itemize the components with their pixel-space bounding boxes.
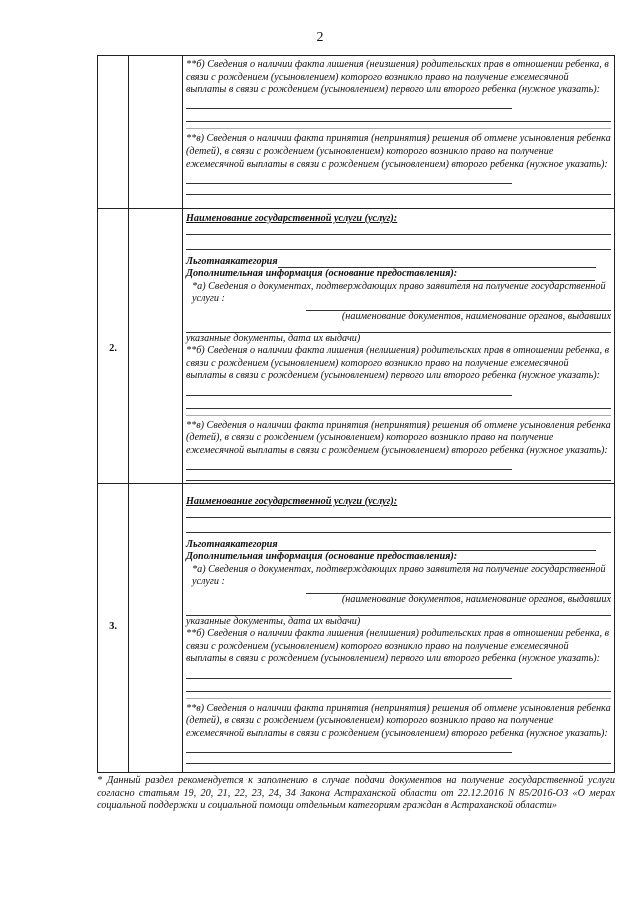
row2-service-field[interactable] xyxy=(186,226,611,235)
row2-additional-info: Дополнительная информация (основание предоставления): xyxy=(186,268,458,280)
row3-service-field[interactable] xyxy=(186,509,611,518)
row2-benefit-category: Льготнаякатегория xyxy=(186,255,278,267)
row3-a-field-2[interactable] xyxy=(186,607,611,616)
row3-b-field[interactable] xyxy=(186,667,512,679)
page-number: 2 xyxy=(316,30,324,45)
row3-service-field-2[interactable] xyxy=(186,518,611,533)
row3-content xyxy=(186,496,611,770)
row2-item-b xyxy=(186,345,611,408)
row3-item-v xyxy=(186,703,611,764)
row3-a-text: *а) Сведения о документах, подтверждающих право заявителя на получение государственной услуги : xyxy=(192,563,606,588)
row2-b-field-line[interactable] xyxy=(186,396,611,409)
row3-v-field[interactable] xyxy=(186,741,512,753)
footnote: * Данный раздел рекомендуется к заполнению в случае подачи документов на получение государственной услуги согласно статьям 19, 20, 21, 22, 23, 24, 34 Закона Астраханской области от 22.12.2016 N 85/2016-ОЗ «О мерах социальной поддержки и социальной помощи отдельным категориям граждан в Астраханской области» xyxy=(97,775,615,812)
row1-b-text: **б) Сведения о наличии факта лишения (неизшения) родительских прав в отношении ребенка, в связи с рождением (усыновлением) которого возникло право на получение ежемесячной выплаты в связи с рождением (усыновлением) первого или второго ребенка (нужное указать): xyxy=(186,59,609,96)
row3-benefit-field[interactable] xyxy=(278,539,596,551)
row3-benefit-category: Льготнаякатегория xyxy=(186,538,278,550)
row2-content xyxy=(186,213,611,487)
column-divider-1 xyxy=(128,56,129,772)
row3-v-field-line[interactable] xyxy=(186,753,611,764)
row2-a-text: *а) Сведения о документах, подтверждающих право заявителя на получение государственной услуги : xyxy=(192,280,606,305)
row2-service-title: Наименование государственной услуги (услуг): xyxy=(186,213,398,224)
row3-a-caption-2: указанные документы, дата их выдачи) xyxy=(186,615,361,627)
row3-service-title: Наименование государственной услуги (услуг): xyxy=(186,496,398,507)
row1-item-v xyxy=(186,133,611,194)
row3-a-caption: (наименование документов, наименование органов, выдавших xyxy=(341,593,611,605)
row2-v-field[interactable] xyxy=(186,458,512,470)
row2-benefit-field[interactable] xyxy=(278,256,596,268)
row2-v-field-line[interactable] xyxy=(186,470,611,481)
row2-b-text: **б) Сведения о наличии факта лишения (нелишения) родительских прав в отношении ребенка, в связи с рождением (усыновлением) которого возникло право на получение ежемесячной выплаты в связи с рождением (усыновлением) первого или второго ребенка (нужное указать): xyxy=(186,345,609,382)
row3-item-b xyxy=(186,628,611,691)
row3-additional-info: Дополнительная информация (основание предоставления): xyxy=(186,551,458,563)
row2-additional-field[interactable] xyxy=(457,269,595,281)
row2-v-text: **в) Сведения о наличии факта принятия (непринятия) решения об отмене усыновления ребенка (детей), в связи с рождением (усыновлением) которого возникло право на получение ежемесячной выплаты в связи с рождением (усыновлением) второго ребенка (нужное указать): xyxy=(186,419,611,456)
row2-a-caption-2: указанные документы, дата их выдачи) xyxy=(186,332,361,344)
row3-b-field-line[interactable] xyxy=(186,679,611,692)
row3-v-text: **в) Сведения о наличии факта принятия (непринятия) решения об отмене усыновления ребенка (детей), в связи с рождением (усыновлением) которого возникло право на получение ежемесячной выплаты в связи с рождением (усыновлением) второго ребенка (нужное указать): xyxy=(186,702,611,739)
row2-b-field[interactable] xyxy=(186,384,512,396)
row2-a-field-2[interactable] xyxy=(186,324,611,333)
row1-b-field-line[interactable] xyxy=(186,109,611,122)
column-divider-2 xyxy=(182,56,183,772)
row1-v-field[interactable] xyxy=(186,172,512,184)
row1-v-text: **в) Сведения о наличии факта принятия (непринятия) решения об отмене усыновления ребенка (детей), в связи с рождением (усыновлением) которого возникло право на получение ежемесячной выплаты в связи с рождением (усыновлением) второго ребенка (нужное указать): xyxy=(186,133,611,170)
services-table xyxy=(97,55,615,773)
row3-additional-field[interactable] xyxy=(457,552,595,564)
row-divider-1 xyxy=(98,208,614,209)
row3-b-text: **б) Сведения о наличии факта лишения (нелишения) родительских прав в отношении ребенка, в связи с рождением (усыновлением) которого возникло право на получение ежемесячной выплаты в связи с рождением (усыновлением) первого или второго ребенка (нужное указать): xyxy=(186,628,609,665)
row3-number: 3. xyxy=(109,621,117,632)
row2-a-caption: (наименование документов, наименование органов, выдавших xyxy=(341,310,611,322)
row2-item-v xyxy=(186,420,611,481)
row1-v-field-line[interactable] xyxy=(186,184,611,195)
row1-b-field[interactable] xyxy=(186,97,512,109)
row1-content xyxy=(186,59,611,201)
row2-service-field-2[interactable] xyxy=(186,235,611,250)
row2-number: 2. xyxy=(109,343,117,354)
row1-item-b xyxy=(186,59,611,122)
